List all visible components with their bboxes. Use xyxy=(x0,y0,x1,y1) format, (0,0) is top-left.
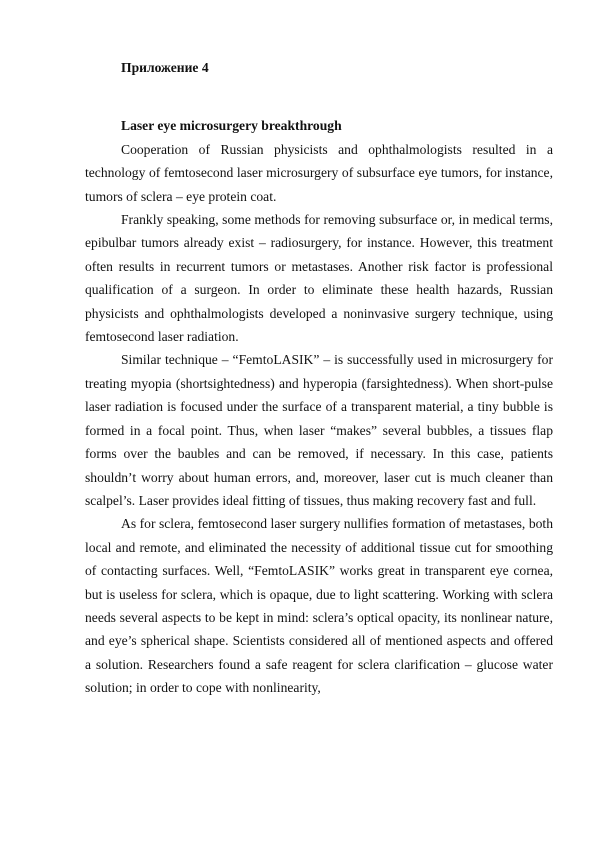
appendix-label: Приложение 4 xyxy=(121,60,209,75)
document-page xyxy=(85,56,553,700)
paragraph-2: Frankly speaking, some methods for removing subsurface or, in medical terms, epibulbar tumors already exist – radiosurgery, for instance. However, this treatment often results in recurrent tumors or metastases. Another risk factor is professional qualification of a surgeon. In order to eliminate these health hazards, Russian physicists and ophthalmologists developed a noninvasive surgery technique, using femtosecond laser radiation. xyxy=(85,212,553,345)
paragraph-3: Similar technique – “FemtoLASIK” – is successfully used in microsurgery for treating myopia (shortsightedness) and hyperopia (farsightedness). When short-pulse laser radiation is focused under the surface of a transparent material, a tiny bubble is formed in a focal point. Thus, when laser “makes” several bubbles, a tissues flap forms over the baubles and can be removed, if necessary. In this case, patients shouldn’t worry about human errors, and, moreover, laser cut is much cleaner than scalpel’s. Laser provides ideal fitting of tissues, thus making recovery fast and full. xyxy=(85,352,553,508)
article-title: Laser eye microsurgery breakthrough xyxy=(121,118,342,134)
paragraph-1: Cooperation of Russian physicists and ophthalmologists resulted in a technology of femtosecond laser microsurgery of subsurface eye tumors, for instance, tumors of sclera – eye protein coat. xyxy=(85,141,553,204)
spacer xyxy=(85,79,553,114)
paragraph-4: As for sclera, femtosecond laser surgery nullifies formation of metastases, both local and remote, and eliminated the necessity of additional tissue cut for smoothing of contacting surfaces. Well, “FemtoLASIK” works great in transparent eye cornea, but is useless for sclera, which is opaque, due to light scattering. Working with sclera needs several aspects to be kept in mind: sclera’s optical opacity, its nonlinear nature, and eye’s spherical shape. Scientists considered all of mentioned aspects and offered a solution. Researchers found a safe reagent for sclera clarification – glucose water solution; in order to cope with nonlinearity, xyxy=(85,516,553,696)
